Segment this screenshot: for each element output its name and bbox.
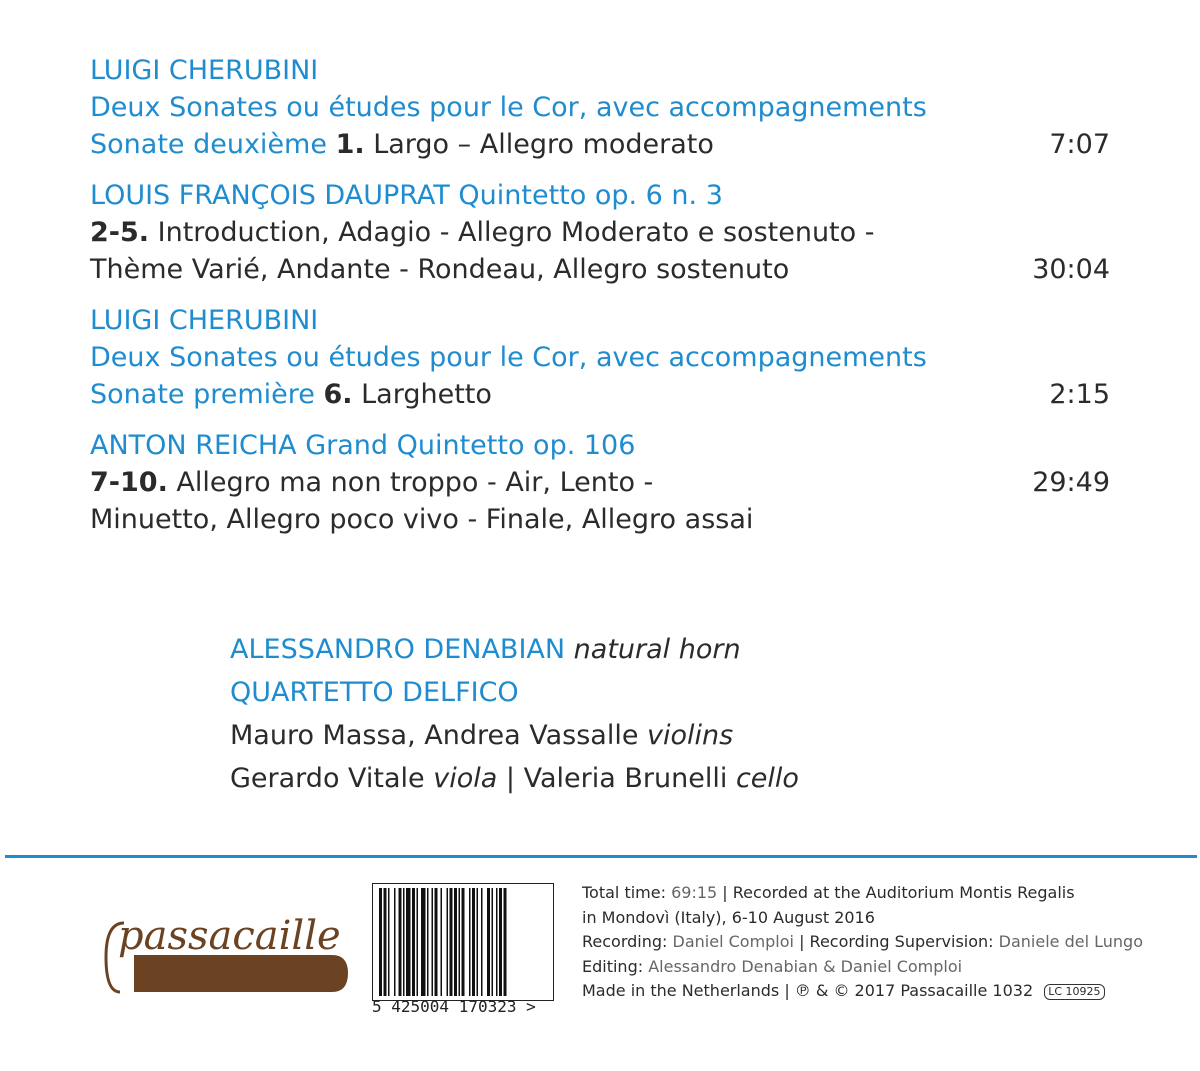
barcode-digits: 5 425004 170323 >	[372, 997, 536, 1016]
cellist-name: Valeria Brunelli	[523, 763, 728, 794]
barcode-bar	[441, 888, 443, 996]
lc-code-badge: LC 10925	[1044, 984, 1104, 1000]
barcode-bar	[379, 888, 382, 996]
track-duration: 2:15	[1049, 379, 1110, 410]
barcode-bar	[417, 888, 419, 996]
supervision-name: Daniele del Lungo	[998, 932, 1143, 951]
barcode-bar	[496, 888, 498, 996]
viola-cello-line	[230, 757, 799, 800]
barcode	[372, 883, 567, 1023]
track-duration: 7:07	[1049, 129, 1110, 160]
track-number: 7-10.	[90, 467, 168, 498]
barcode-bar	[481, 888, 483, 996]
barcode-bar	[472, 888, 475, 996]
track-duration: 30:04	[1032, 254, 1110, 285]
violinist-names: Mauro Massa, Andrea Vassalle	[230, 720, 639, 751]
track-number: 6.	[323, 379, 353, 410]
composer-name: LUIGI CHERUBINI	[90, 55, 319, 86]
track-line	[90, 501, 1110, 538]
track-title: Larghetto	[361, 379, 492, 410]
composer-work-heading	[90, 177, 1110, 214]
barcode-bar	[403, 888, 405, 996]
barcode-bar	[454, 888, 457, 996]
track-section-1	[90, 52, 1110, 163]
barcode-box	[372, 883, 554, 1001]
recording-label: Recording:	[582, 932, 668, 951]
violins-line	[230, 714, 799, 757]
credits-line-4	[582, 955, 1143, 980]
barcode-bar	[487, 888, 490, 996]
barcode-bar	[469, 888, 471, 996]
soloist-name: ALESSANDRO DENABIAN	[230, 634, 566, 665]
soloist-instrument: natural horn	[573, 634, 741, 665]
composer-name: ANTON REICHA	[90, 430, 297, 461]
violist-name: Gerardo Vitale	[230, 763, 425, 794]
track-section-3	[90, 302, 1110, 413]
track-line	[90, 376, 1110, 413]
track-title: Thème Varié, Andante - Rondeau, Allegro sostenuto	[90, 254, 790, 285]
track-title: Largo – Allegro moderato	[373, 129, 714, 160]
barcode-bar	[406, 888, 411, 996]
track-title: Allegro ma non troppo - Air, Lento -	[176, 467, 654, 498]
credits-line-3	[582, 930, 1143, 955]
barcode-bar	[459, 888, 461, 996]
barcode-bar	[447, 888, 449, 996]
barcode-bar	[504, 888, 507, 996]
barcode-bar	[412, 888, 415, 996]
composer-work-heading	[90, 427, 1110, 464]
viola-label: viola	[433, 763, 498, 794]
logo-text: passacaille	[118, 913, 341, 959]
performers-block	[230, 628, 799, 800]
passacaille-logo	[104, 897, 354, 1017]
recorded-at: | Recorded at the Auditorium Montis Regalis	[722, 883, 1075, 902]
logo-graphic	[104, 897, 354, 1017]
barcode-bar	[421, 888, 426, 996]
barcode-bar	[462, 888, 465, 996]
track-line	[90, 126, 1110, 163]
track-title: Minuetto, Allegro poco vivo - Finale, Allegro assai	[90, 504, 754, 535]
track-line	[90, 251, 1110, 288]
track-section-2	[90, 177, 1110, 288]
barcode-bar	[450, 888, 453, 996]
recording-engineer: Daniel Comploi	[672, 932, 794, 951]
editing-names: Alessandro Denabian & Daniel Comploi	[648, 956, 963, 976]
ensemble-name: QUARTETTO DELFICO	[230, 677, 519, 708]
barcode-bar	[427, 888, 429, 996]
track-list	[90, 52, 1110, 552]
track-line	[90, 214, 1110, 251]
barcode-bar	[432, 888, 434, 996]
soloist-line	[230, 628, 799, 671]
barcode-bar	[477, 888, 479, 996]
made-in: Made in the Netherlands | ℗ & © 2017 Passacaille 1032	[582, 981, 1034, 1000]
barcode-bars	[373, 884, 553, 1000]
total-time-label: Total time:	[582, 883, 666, 902]
sonata-label: Sonate deuxième	[90, 129, 327, 160]
credits-block	[582, 881, 1143, 1004]
composer-name: LOUIS FRANÇOIS DAUPRAT	[90, 180, 450, 211]
separator: |	[505, 763, 516, 794]
barcode-bar	[399, 888, 402, 996]
divider	[5, 855, 1197, 858]
supervision-label: | Recording Supervision:	[799, 932, 994, 951]
barcode-bar	[394, 888, 396, 996]
work-title: Quintetto op. 6 n. 3	[458, 180, 723, 211]
track-title: Introduction, Adagio - Allegro Moderato e sostenuto -	[157, 217, 875, 248]
recorded-location: in Mondovì (Italy), 6-10 August 2016	[582, 907, 875, 927]
barcode-bar	[384, 888, 387, 996]
track-duration: 29:49	[1032, 467, 1110, 498]
credits-line-5	[582, 979, 1143, 1004]
editing-label: Editing:	[582, 956, 644, 976]
credits-line-1	[582, 881, 1143, 906]
track-number: 2-5.	[90, 217, 150, 248]
barcode-bar	[388, 888, 390, 996]
composer-name: LUIGI CHERUBINI	[90, 305, 319, 336]
work-title: Grand Quintetto op. 106	[305, 430, 636, 461]
total-time: 69:15	[671, 883, 718, 902]
track-number: 1.	[335, 129, 365, 160]
track-section-4	[90, 427, 1110, 538]
sonata-label: Sonate première	[90, 379, 315, 410]
work-title: Deux Sonates ou études pour le Cor, avec accompagnements	[90, 342, 927, 373]
track-line	[90, 464, 1110, 501]
barcode-bar	[492, 888, 494, 996]
violins-label: violins	[647, 720, 734, 751]
barcode-bar	[435, 888, 438, 996]
work-title: Deux Sonates ou études pour le Cor, avec accompagnements	[90, 92, 927, 123]
cello-label: cello	[735, 763, 799, 794]
barcode-bar	[499, 888, 502, 996]
